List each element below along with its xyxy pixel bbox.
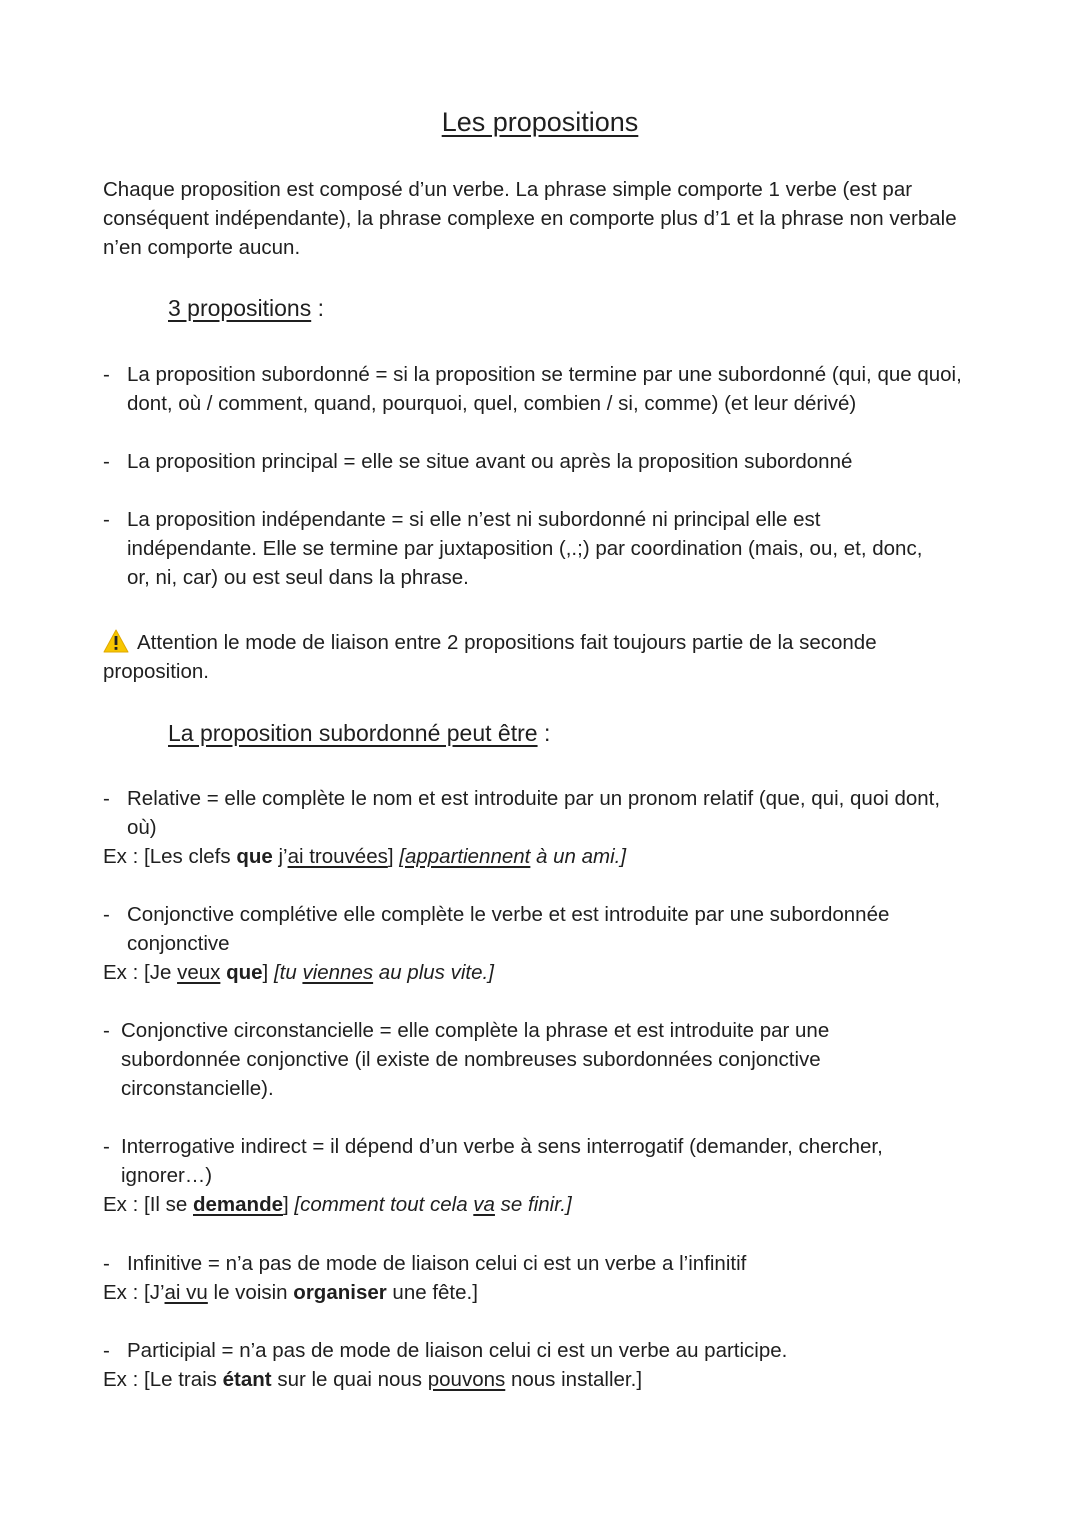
- ex-seg: Ex : [Je: [103, 961, 178, 984]
- ex-seg: ]: [283, 1193, 295, 1216]
- example-line: [103, 1365, 978, 1394]
- example-line: [103, 1278, 978, 1307]
- example-line: [103, 958, 978, 987]
- ex-seg: viennes: [302, 961, 374, 984]
- intro-paragraph: Chaque proposition est composé d’un verbe. La phrase simple comporte 1 verbe (est par conséquent indépendante), la phrase complexe en comporte plus d’1 et la phrase non verbale n’en comporte aucun.: [103, 178, 957, 259]
- ex-seg: ]: [387, 845, 400, 868]
- ex-seg: que: [236, 845, 273, 868]
- ex-seg: que: [226, 961, 263, 984]
- dash: -: [103, 903, 110, 926]
- list-item: [103, 447, 983, 476]
- ex-seg: va: [473, 1193, 495, 1216]
- dash: -: [103, 508, 110, 531]
- ex-seg: appartiennent: [404, 845, 531, 868]
- list-item: [103, 360, 983, 418]
- ex-seg: au plus vite.]: [373, 961, 494, 984]
- list-item: [103, 1132, 953, 1190]
- ex-seg: ai trouvées: [287, 845, 388, 868]
- list-item-text: Interrogative indirect = il dépend d’un verbe à sens interrogatif (demander, chercher, ignorer…): [121, 1135, 883, 1187]
- ex-seg: demande: [193, 1193, 283, 1216]
- dash: -: [103, 1339, 110, 1362]
- ex-seg: ]: [262, 961, 274, 984]
- ex-seg: pouvons: [427, 1368, 506, 1391]
- ex-seg: [: [399, 845, 405, 868]
- ex-seg: nous installer.]: [505, 1368, 643, 1391]
- list-item-text: Conjonctive complétive elle complète le verbe et est introduite par une subordonnée conjonctive: [127, 903, 890, 955]
- dash: -: [103, 1019, 110, 1042]
- ex-seg: [tu: [273, 961, 303, 984]
- ex-seg: veux: [177, 961, 221, 984]
- list-item-text: La proposition indépendante = si elle n’est ni subordonné ni principal elle est indépendante. Elle se termine par juxtaposition (,.;) par coordination (mais, ou, et, donc, or, ni, car) ou est seul dans la phrase.: [127, 508, 923, 589]
- ex-seg: à un ami.]: [530, 845, 627, 868]
- heading-colon: :: [537, 720, 551, 746]
- list-item: [103, 900, 973, 958]
- ex-seg: [comment tout cela: [294, 1193, 474, 1216]
- list-item-text: Relative = elle complète le nom et est introduite par un pronom relatif (que, qui, quoi dont, où): [127, 787, 941, 839]
- example-line: [103, 1190, 978, 1219]
- dash: -: [103, 1135, 110, 1158]
- section-heading-subordonnee: [168, 718, 550, 748]
- list-item-text: Conjonctive circonstancielle = elle complète la phrase et est introduite par une subordonnée conjonctive (il existe de nombreuses subordonnées conjonctive circonstancielle).: [121, 1019, 830, 1100]
- ex-seg: organiser: [293, 1281, 387, 1304]
- list-item-text: La proposition subordonné = si la proposition se termine par une subordonné (qui, que quoi, dont, où / comment, quand, pourquoi, quel, combien / si, comme) (et leur dérivé): [127, 363, 962, 415]
- dash: -: [103, 1252, 110, 1275]
- title-text: Les propositions: [441, 107, 639, 137]
- ex-seg: Ex : [Le trais: [103, 1368, 223, 1391]
- warning-text: Attention le mode de liaison entre 2 propositions fait toujours partie de la seconde proposition.: [103, 631, 877, 683]
- dash: -: [103, 363, 110, 386]
- list-item-text: La proposition principal = elle se situe avant ou après la proposition subordonné: [127, 450, 853, 473]
- ex-seg: Ex : [Il se: [103, 1193, 193, 1216]
- ex-seg: sur le quai nous: [271, 1368, 428, 1391]
- ex-seg: j’: [272, 845, 288, 868]
- warning-note: [103, 628, 963, 686]
- list-item: [103, 1016, 893, 1103]
- ex-seg: Ex : [J’: [103, 1281, 165, 1304]
- warning-icon: [103, 629, 129, 653]
- dash: -: [103, 450, 110, 473]
- page-title: [0, 106, 1080, 138]
- list-item: [103, 784, 963, 842]
- ex-seg: le voisin: [207, 1281, 294, 1304]
- list-item: [103, 1249, 983, 1278]
- example-line: [103, 842, 978, 871]
- list-item-text: Participial = n’a pas de mode de liaison celui ci est un verbe au participe.: [127, 1339, 788, 1362]
- dash: -: [103, 787, 110, 810]
- ex-seg: Ex : [Les clefs: [103, 845, 237, 868]
- ex-seg: ai vu: [164, 1281, 208, 1304]
- list-item: [103, 505, 923, 592]
- heading-colon: :: [311, 295, 324, 321]
- section-heading-propositions: [168, 293, 324, 323]
- ex-seg: une fête.]: [386, 1281, 478, 1304]
- list-item-text: Infinitive = n’a pas de mode de liaison celui ci est un verbe a l’infinitif: [127, 1252, 747, 1275]
- ex-seg: étant: [222, 1368, 272, 1391]
- heading-text: 3 propositions: [168, 295, 312, 321]
- heading-text: La proposition subordonné peut être: [168, 720, 538, 746]
- ex-seg: se finir.]: [494, 1193, 572, 1216]
- list-item: [103, 1336, 983, 1365]
